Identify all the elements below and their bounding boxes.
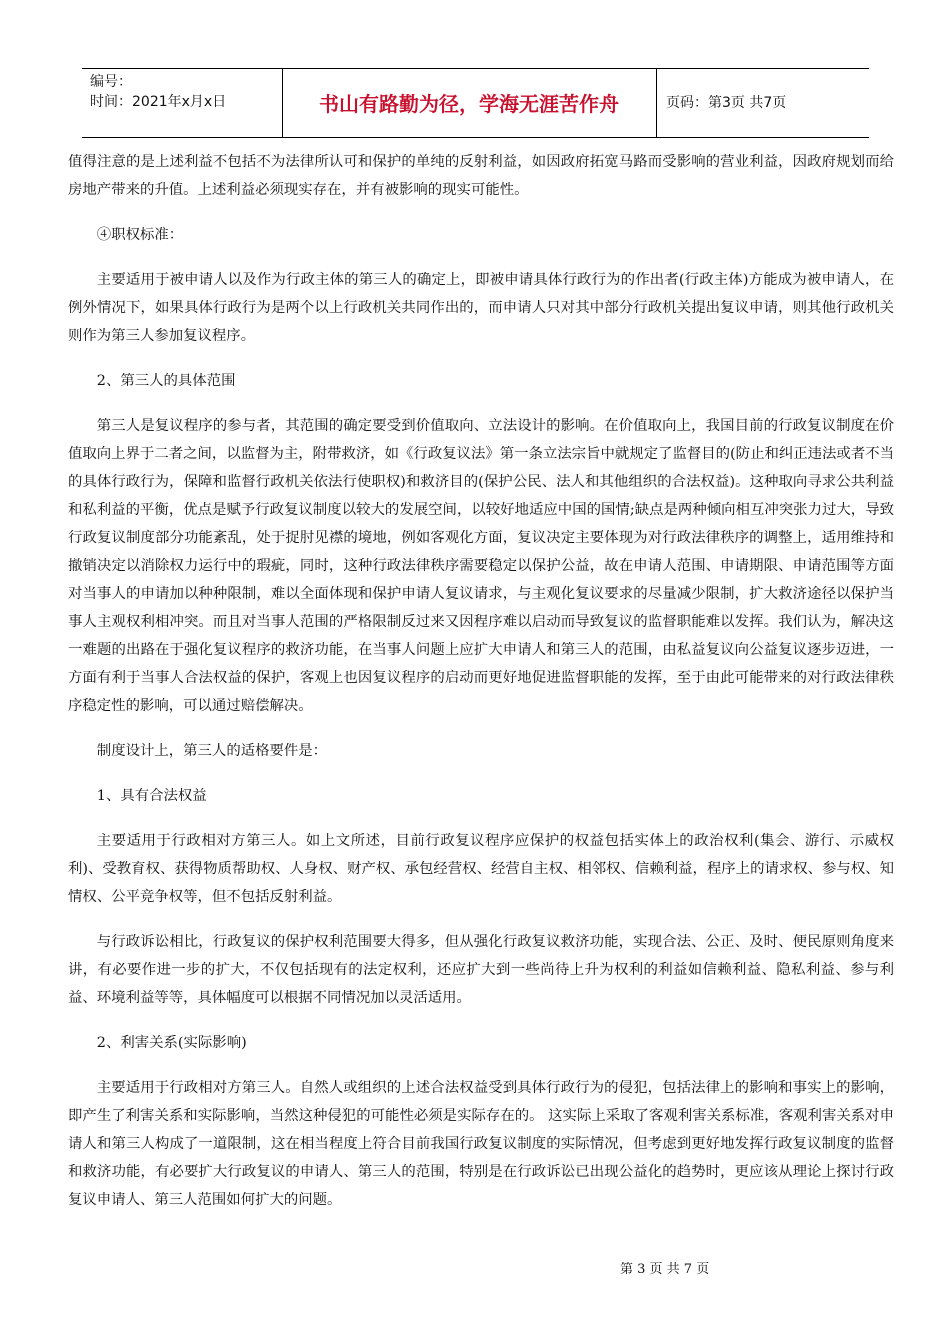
- paragraph: 值得注意的是上述利益不包括不为法律所认可和保护的单纯的反射利益，如因政府拓宽马路而受影响的营业利益，因政府规划而给房地产带来的升值。上述利益必须现实存在，并有被影响的现实可能性。: [68, 154, 894, 198]
- paragraph: 主要适用于行政相对方第三人。如上文所述，目前行政复议程序应保护的权益包括实体上的政治权利(集会、游行、示威权利)、受教育权、获得物质帮助权、人身权、财产权、承包经营权、经营自主权、相邻权、信赖利益，程序上的请求权、参与权、知情权、公平竞争权等，但不包括反射利益。: [68, 833, 894, 905]
- header-page-cell: [656, 69, 869, 137]
- page-footer-number: 第 3 页 共 7 页: [620, 1262, 710, 1277]
- section-heading: ④职权标准：: [96, 227, 184, 243]
- section-heading: 1、具有合法权益: [96, 788, 207, 804]
- section-heading: 2、利害关系(实际影响): [96, 1035, 247, 1051]
- document-body: [68, 148, 894, 1231]
- header-meta-cell: [82, 69, 283, 137]
- paragraph: 与行政诉讼相比，行政复议的保护权利范围要大得多，但从强化行政复议救济功能，实现合法、公正、及时、便民原则角度来讲，有必要作进一步的扩大，不仅包括现有的法定权利，还应扩大到一些尚待上升为权利的利益如信赖利益、隐私利益、参与利益、环境利益等等，具体幅度可以根据不同情况加以灵活适用。: [68, 934, 894, 1006]
- document-date-label: 时间：2021年x月x日: [90, 94, 227, 110]
- document-number-label: 编号：: [90, 74, 132, 90]
- header-motto: 书山有路勤为径，学海无涯苦作舟: [319, 92, 619, 116]
- paragraph: 第三人是复议程序的参与者，其范围的确定要受到价值取向、立法设计的影响。在价值取向上，我国目前的行政复议制度在价值取向上界于二者之间，以监督为主，附带救济，如《行政复议法》第一条立法宗旨中就规定了监督目的(防止和纠正违法或者不当的具体行政行为，保障和监督行政机关依法行使职权)和救济目的(保护公民、法人和其他组织的合法权益)。这种取向寻求公共利益和私利益的平衡，优点是赋予行政复议制度以较大的发展空间，以较好地适应中国的国情;缺点是两种倾向相互冲突张力过大，导致行政复议制度部分功能紊乱，处于捉肘见襟的境地，例如客观化方面，复议决定主要体现为对行政法律秩序的调整上，适用维持和撤销决定以消除权力运行中的瑕疵，同时，这种行政法律秩序需要稳定以保护公益，故在申请人范围、申请期限、申请范围等方面对当事人的申请加以种种限制，难以全面体现和保护申请人复议请求，与主观化复议要求的尽量减少限制，扩大救济途径以保护当事人主观权利相冲突。而且对当事人范围的严格限制反过来又因程序难以启动而导致复议的监督职能难以发挥。我们认为，解决这一难题的出路在于强化复议程序的救济功能，在当事人问题上应扩大申请人和第三人的范围，由私益复议向公益复议逐步迈进，一方面有利于当事人合法权益的保护，客观上也因复议程序的启动而更好地促进监督职能的发挥，至于由此可能带来的对行政法律秩序稳定性的影响，可以通过赔偿解决。: [68, 418, 894, 714]
- paragraph: 制度设计上，第三人的适格要件是：: [96, 743, 328, 759]
- header-page-number: 页码：第3页 共7页: [666, 95, 787, 111]
- header-motto-cell: [282, 69, 657, 137]
- paragraph: 主要适用于行政相对方第三人。自然人或组织的上述合法权益受到具体行政行为的侵犯，包括法律上的影响和事实上的影响，即产生了利害关系和实际影响，当然这种侵犯的可能性必须是实际存在的。 这实际上采取了客观利害关系标准，客观利害关系对申请人和第三人构成了一道限制，这在相当程度上符合目前我国行政复议制度的实际情况，但考虑到更好地发挥行政复议制度的监督和救济功能，有必要扩大行政复议的申请人、第三人的范围，特别是在行政诉讼已出现公益化的趋势时，更应该从理论上探讨行政复议申请人、第三人范围如何扩大的问题。: [68, 1080, 894, 1208]
- section-heading: 2、第三人的具体范围: [96, 373, 236, 389]
- paragraph: 主要适用于被申请人以及作为行政主体的第三人的确定上，即被申请具体行政行为的作出者(行政主体)方能成为被申请人，在例外情况下，如果具体行政行为是两个以上行政机关共同作出的，而申请人只对其中部分行政机关提出复议申请，则其他行政机关则作为第三人参加复议程序。: [68, 272, 894, 344]
- page-header: [82, 68, 869, 138]
